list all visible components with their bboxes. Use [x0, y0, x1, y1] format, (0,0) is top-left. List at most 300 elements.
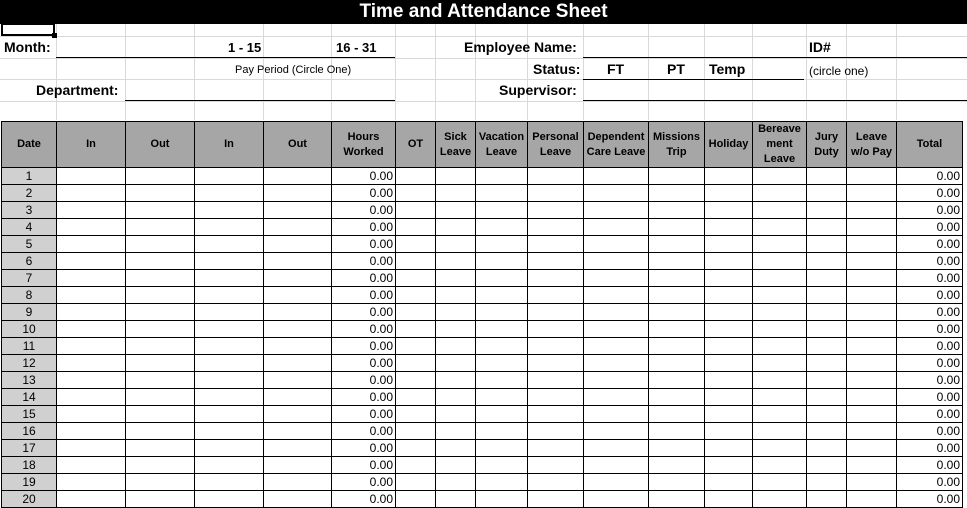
date-cell[interactable]: 1 — [2, 168, 57, 185]
entry-cell[interactable] — [436, 389, 476, 406]
entry-cell[interactable] — [753, 321, 807, 338]
entry-cell[interactable] — [847, 287, 897, 304]
entry-cell[interactable] — [476, 202, 528, 219]
entry-cell[interactable] — [528, 321, 584, 338]
entry-cell[interactable] — [584, 185, 649, 202]
entry-cell[interactable] — [436, 253, 476, 270]
entry-cell[interactable] — [584, 440, 649, 457]
entry-cell[interactable] — [584, 253, 649, 270]
entry-cell[interactable] — [57, 355, 126, 372]
entry-cell[interactable] — [847, 321, 897, 338]
entry-cell[interactable] — [705, 202, 753, 219]
entry-cell[interactable] — [528, 355, 584, 372]
entry-cell[interactable] — [847, 219, 897, 236]
entry-cell[interactable] — [396, 202, 436, 219]
entry-cell[interactable] — [436, 168, 476, 185]
entry-cell[interactable] — [649, 474, 705, 491]
hours-worked-cell[interactable]: 0.00 — [332, 372, 396, 389]
entry-cell[interactable] — [584, 406, 649, 423]
entry-cell[interactable] — [705, 338, 753, 355]
entry-cell[interactable] — [195, 270, 264, 287]
entry-cell[interactable] — [396, 491, 436, 508]
entry-cell[interactable] — [436, 338, 476, 355]
entry-cell[interactable] — [753, 219, 807, 236]
entry-cell[interactable] — [753, 474, 807, 491]
entry-cell[interactable] — [476, 457, 528, 474]
entry-cell[interactable] — [528, 372, 584, 389]
entry-cell[interactable] — [264, 457, 332, 474]
column-header[interactable]: Leave w/o Pay — [847, 122, 897, 168]
entry-cell[interactable] — [476, 236, 528, 253]
entry-cell[interactable] — [436, 270, 476, 287]
entry-cell[interactable] — [528, 440, 584, 457]
entry-cell[interactable] — [126, 406, 195, 423]
entry-cell[interactable] — [649, 219, 705, 236]
entry-cell[interactable] — [126, 355, 195, 372]
entry-cell[interactable] — [584, 287, 649, 304]
entry-cell[interactable] — [807, 236, 847, 253]
entry-cell[interactable] — [476, 304, 528, 321]
entry-cell[interactable] — [649, 491, 705, 508]
entry-cell[interactable] — [705, 423, 753, 440]
entry-cell[interactable] — [649, 457, 705, 474]
hours-worked-cell[interactable]: 0.00 — [332, 219, 396, 236]
entry-cell[interactable] — [57, 423, 126, 440]
entry-cell[interactable] — [847, 440, 897, 457]
total-cell[interactable]: 0.00 — [897, 304, 963, 321]
entry-cell[interactable] — [584, 338, 649, 355]
entry-cell[interactable] — [705, 389, 753, 406]
date-cell[interactable]: 15 — [2, 406, 57, 423]
entry-cell[interactable] — [476, 219, 528, 236]
entry-cell[interactable] — [436, 219, 476, 236]
entry-cell[interactable] — [57, 304, 126, 321]
entry-cell[interactable] — [126, 270, 195, 287]
hours-worked-cell[interactable]: 0.00 — [332, 287, 396, 304]
entry-cell[interactable] — [847, 202, 897, 219]
hours-worked-cell[interactable]: 0.00 — [332, 304, 396, 321]
entry-cell[interactable] — [57, 219, 126, 236]
entry-cell[interactable] — [57, 202, 126, 219]
entry-cell[interactable] — [528, 389, 584, 406]
entry-cell[interactable] — [705, 168, 753, 185]
entry-cell[interactable] — [436, 185, 476, 202]
entry-cell[interactable] — [753, 338, 807, 355]
hours-worked-cell[interactable]: 0.00 — [332, 457, 396, 474]
entry-cell[interactable] — [807, 185, 847, 202]
entry-cell[interactable] — [436, 304, 476, 321]
total-cell[interactable]: 0.00 — [897, 338, 963, 355]
entry-cell[interactable] — [264, 389, 332, 406]
entry-cell[interactable] — [807, 270, 847, 287]
hours-worked-cell[interactable]: 0.00 — [332, 355, 396, 372]
column-header[interactable]: In — [57, 122, 126, 168]
entry-cell[interactable] — [396, 338, 436, 355]
date-cell[interactable]: 8 — [2, 287, 57, 304]
column-header[interactable]: Missions Trip — [649, 122, 705, 168]
date-cell[interactable]: 9 — [2, 304, 57, 321]
entry-cell[interactable] — [705, 219, 753, 236]
entry-cell[interactable] — [753, 389, 807, 406]
entry-cell[interactable] — [753, 253, 807, 270]
date-cell[interactable]: 10 — [2, 321, 57, 338]
entry-cell[interactable] — [57, 185, 126, 202]
entry-cell[interactable] — [807, 253, 847, 270]
entry-cell[interactable] — [126, 236, 195, 253]
entry-cell[interactable] — [807, 304, 847, 321]
entry-cell[interactable] — [847, 372, 897, 389]
entry-cell[interactable] — [264, 491, 332, 508]
entry-cell[interactable] — [847, 355, 897, 372]
entry-cell[interactable] — [753, 457, 807, 474]
entry-cell[interactable] — [396, 304, 436, 321]
entry-cell[interactable] — [649, 440, 705, 457]
entry-cell[interactable] — [753, 202, 807, 219]
entry-cell[interactable] — [476, 372, 528, 389]
entry-cell[interactable] — [476, 338, 528, 355]
entry-cell[interactable] — [847, 406, 897, 423]
entry-cell[interactable] — [436, 457, 476, 474]
entry-cell[interactable] — [57, 491, 126, 508]
entry-cell[interactable] — [396, 219, 436, 236]
entry-cell[interactable] — [396, 440, 436, 457]
status-option-pt[interactable]: PT — [667, 61, 685, 77]
entry-cell[interactable] — [476, 355, 528, 372]
date-cell[interactable]: 12 — [2, 355, 57, 372]
entry-cell[interactable] — [476, 168, 528, 185]
entry-cell[interactable] — [584, 168, 649, 185]
column-header[interactable]: In — [195, 122, 264, 168]
entry-cell[interactable] — [649, 389, 705, 406]
entry-cell[interactable] — [195, 491, 264, 508]
entry-cell[interactable] — [195, 372, 264, 389]
entry-cell[interactable] — [807, 287, 847, 304]
entry-cell[interactable] — [476, 440, 528, 457]
entry-cell[interactable] — [649, 202, 705, 219]
entry-cell[interactable] — [264, 423, 332, 440]
status-field[interactable] — [583, 79, 804, 80]
entry-cell[interactable] — [264, 202, 332, 219]
entry-cell[interactable] — [57, 321, 126, 338]
entry-cell[interactable] — [584, 270, 649, 287]
entry-cell[interactable] — [528, 423, 584, 440]
entry-cell[interactable] — [264, 355, 332, 372]
entry-cell[interactable] — [753, 236, 807, 253]
entry-cell[interactable] — [126, 372, 195, 389]
entry-cell[interactable] — [476, 406, 528, 423]
hours-worked-cell[interactable]: 0.00 — [332, 423, 396, 440]
total-cell[interactable]: 0.00 — [897, 491, 963, 508]
date-cell[interactable]: 18 — [2, 457, 57, 474]
entry-cell[interactable] — [584, 423, 649, 440]
entry-cell[interactable] — [195, 457, 264, 474]
entry-cell[interactable] — [528, 270, 584, 287]
entry-cell[interactable] — [847, 338, 897, 355]
entry-cell[interactable] — [753, 270, 807, 287]
entry-cell[interactable] — [476, 253, 528, 270]
column-header[interactable]: Out — [126, 122, 195, 168]
entry-cell[interactable] — [649, 423, 705, 440]
entry-cell[interactable] — [807, 491, 847, 508]
entry-cell[interactable] — [753, 304, 807, 321]
entry-cell[interactable] — [847, 185, 897, 202]
hours-worked-cell[interactable]: 0.00 — [332, 253, 396, 270]
column-header[interactable]: Bereave ment Leave — [753, 122, 807, 168]
entry-cell[interactable] — [436, 491, 476, 508]
entry-cell[interactable] — [396, 355, 436, 372]
entry-cell[interactable] — [436, 202, 476, 219]
employee-name-field[interactable] — [583, 57, 967, 58]
hours-worked-cell[interactable]: 0.00 — [332, 202, 396, 219]
entry-cell[interactable] — [126, 202, 195, 219]
entry-cell[interactable] — [584, 219, 649, 236]
entry-cell[interactable] — [847, 168, 897, 185]
column-header[interactable]: Out — [264, 122, 332, 168]
total-cell[interactable]: 0.00 — [897, 389, 963, 406]
total-cell[interactable]: 0.00 — [897, 406, 963, 423]
entry-cell[interactable] — [476, 474, 528, 491]
entry-cell[interactable] — [436, 474, 476, 491]
entry-cell[interactable] — [847, 423, 897, 440]
entry-cell[interactable] — [649, 168, 705, 185]
status-option-ft[interactable]: FT — [607, 61, 625, 77]
entry-cell[interactable] — [396, 389, 436, 406]
entry-cell[interactable] — [476, 185, 528, 202]
entry-cell[interactable] — [705, 287, 753, 304]
total-cell[interactable]: 0.00 — [897, 287, 963, 304]
entry-cell[interactable] — [57, 270, 126, 287]
entry-cell[interactable] — [649, 304, 705, 321]
entry-cell[interactable] — [649, 372, 705, 389]
entry-cell[interactable] — [584, 389, 649, 406]
entry-cell[interactable] — [807, 355, 847, 372]
total-cell[interactable]: 0.00 — [897, 236, 963, 253]
hours-worked-cell[interactable]: 0.00 — [332, 236, 396, 253]
entry-cell[interactable] — [807, 321, 847, 338]
entry-cell[interactable] — [528, 304, 584, 321]
entry-cell[interactable] — [264, 219, 332, 236]
entry-cell[interactable] — [126, 457, 195, 474]
entry-cell[interactable] — [807, 372, 847, 389]
total-cell[interactable]: 0.00 — [897, 168, 963, 185]
entry-cell[interactable] — [705, 236, 753, 253]
entry-cell[interactable] — [126, 253, 195, 270]
hours-worked-cell[interactable]: 0.00 — [332, 440, 396, 457]
entry-cell[interactable] — [649, 236, 705, 253]
entry-cell[interactable] — [264, 406, 332, 423]
entry-cell[interactable] — [528, 219, 584, 236]
entry-cell[interactable] — [476, 389, 528, 406]
entry-cell[interactable] — [195, 321, 264, 338]
entry-cell[interactable] — [705, 185, 753, 202]
total-cell[interactable]: 0.00 — [897, 202, 963, 219]
entry-cell[interactable] — [264, 185, 332, 202]
entry-cell[interactable] — [584, 491, 649, 508]
column-header[interactable]: Dependent Care Leave — [584, 122, 649, 168]
entry-cell[interactable] — [126, 185, 195, 202]
hours-worked-cell[interactable]: 0.00 — [332, 168, 396, 185]
total-cell[interactable]: 0.00 — [897, 219, 963, 236]
entry-cell[interactable] — [807, 406, 847, 423]
entry-cell[interactable] — [195, 168, 264, 185]
entry-cell[interactable] — [705, 321, 753, 338]
entry-cell[interactable] — [396, 185, 436, 202]
entry-cell[interactable] — [847, 304, 897, 321]
entry-cell[interactable] — [528, 491, 584, 508]
entry-cell[interactable] — [649, 321, 705, 338]
entry-cell[interactable] — [528, 338, 584, 355]
entry-cell[interactable] — [753, 372, 807, 389]
entry-cell[interactable] — [528, 457, 584, 474]
hours-worked-cell[interactable]: 0.00 — [332, 338, 396, 355]
column-header[interactable]: Hours Worked — [332, 122, 396, 168]
entry-cell[interactable] — [195, 287, 264, 304]
entry-cell[interactable] — [807, 474, 847, 491]
entry-cell[interactable] — [57, 389, 126, 406]
entry-cell[interactable] — [807, 389, 847, 406]
entry-cell[interactable] — [436, 440, 476, 457]
hours-worked-cell[interactable]: 0.00 — [332, 406, 396, 423]
entry-cell[interactable] — [649, 185, 705, 202]
entry-cell[interactable] — [264, 270, 332, 287]
entry-cell[interactable] — [847, 253, 897, 270]
entry-cell[interactable] — [57, 338, 126, 355]
entry-cell[interactable] — [476, 270, 528, 287]
entry-cell[interactable] — [528, 474, 584, 491]
entry-cell[interactable] — [649, 338, 705, 355]
date-cell[interactable]: 13 — [2, 372, 57, 389]
entry-cell[interactable] — [264, 304, 332, 321]
entry-cell[interactable] — [126, 389, 195, 406]
entry-cell[interactable] — [584, 304, 649, 321]
entry-cell[interactable] — [528, 202, 584, 219]
entry-cell[interactable] — [57, 168, 126, 185]
entry-cell[interactable] — [649, 253, 705, 270]
entry-cell[interactable] — [264, 236, 332, 253]
total-cell[interactable]: 0.00 — [897, 321, 963, 338]
total-cell[interactable]: 0.00 — [897, 440, 963, 457]
entry-cell[interactable] — [705, 270, 753, 287]
hours-worked-cell[interactable]: 0.00 — [332, 185, 396, 202]
date-cell[interactable]: 11 — [2, 338, 57, 355]
entry-cell[interactable] — [436, 406, 476, 423]
entry-cell[interactable] — [396, 406, 436, 423]
entry-cell[interactable] — [705, 457, 753, 474]
entry-cell[interactable] — [476, 491, 528, 508]
entry-cell[interactable] — [396, 287, 436, 304]
entry-cell[interactable] — [195, 338, 264, 355]
total-cell[interactable]: 0.00 — [897, 457, 963, 474]
entry-cell[interactable] — [753, 440, 807, 457]
column-header[interactable]: OT — [396, 122, 436, 168]
entry-cell[interactable] — [705, 253, 753, 270]
entry-cell[interactable] — [126, 338, 195, 355]
entry-cell[interactable] — [705, 474, 753, 491]
entry-cell[interactable] — [436, 287, 476, 304]
entry-cell[interactable] — [126, 304, 195, 321]
month-field[interactable] — [56, 57, 395, 58]
entry-cell[interactable] — [705, 406, 753, 423]
entry-cell[interactable] — [396, 236, 436, 253]
entry-cell[interactable] — [807, 457, 847, 474]
column-header[interactable]: Date — [2, 122, 57, 168]
entry-cell[interactable] — [753, 355, 807, 372]
entry-cell[interactable] — [584, 321, 649, 338]
entry-cell[interactable] — [436, 372, 476, 389]
entry-cell[interactable] — [753, 168, 807, 185]
entry-cell[interactable] — [753, 287, 807, 304]
entry-cell[interactable] — [396, 423, 436, 440]
column-header[interactable]: Sick Leave — [436, 122, 476, 168]
entry-cell[interactable] — [847, 491, 897, 508]
date-cell[interactable]: 3 — [2, 202, 57, 219]
column-header[interactable]: Holiday — [705, 122, 753, 168]
entry-cell[interactable] — [649, 287, 705, 304]
entry-cell[interactable] — [126, 440, 195, 457]
entry-cell[interactable] — [396, 270, 436, 287]
date-cell[interactable]: 7 — [2, 270, 57, 287]
column-header[interactable]: Personal Leave — [528, 122, 584, 168]
entry-cell[interactable] — [807, 168, 847, 185]
entry-cell[interactable] — [528, 253, 584, 270]
entry-cell[interactable] — [126, 321, 195, 338]
entry-cell[interactable] — [584, 202, 649, 219]
entry-cell[interactable] — [57, 287, 126, 304]
entry-cell[interactable] — [57, 457, 126, 474]
entry-cell[interactable] — [195, 219, 264, 236]
total-cell[interactable]: 0.00 — [897, 185, 963, 202]
entry-cell[interactable] — [195, 236, 264, 253]
entry-cell[interactable] — [126, 491, 195, 508]
entry-cell[interactable] — [847, 457, 897, 474]
entry-cell[interactable] — [584, 474, 649, 491]
entry-cell[interactable] — [264, 321, 332, 338]
entry-cell[interactable] — [195, 474, 264, 491]
date-cell[interactable]: 5 — [2, 236, 57, 253]
entry-cell[interactable] — [436, 355, 476, 372]
entry-cell[interactable] — [807, 338, 847, 355]
date-cell[interactable]: 20 — [2, 491, 57, 508]
entry-cell[interactable] — [195, 440, 264, 457]
entry-cell[interactable] — [436, 236, 476, 253]
entry-cell[interactable] — [436, 423, 476, 440]
entry-cell[interactable] — [584, 457, 649, 474]
entry-cell[interactable] — [753, 423, 807, 440]
column-header[interactable]: Total — [897, 122, 963, 168]
entry-cell[interactable] — [476, 423, 528, 440]
entry-cell[interactable] — [264, 287, 332, 304]
entry-cell[interactable] — [195, 202, 264, 219]
entry-cell[interactable] — [195, 304, 264, 321]
entry-cell[interactable] — [528, 287, 584, 304]
entry-cell[interactable] — [195, 185, 264, 202]
date-cell[interactable]: 17 — [2, 440, 57, 457]
entry-cell[interactable] — [57, 474, 126, 491]
hours-worked-cell[interactable]: 0.00 — [332, 321, 396, 338]
column-header[interactable]: Jury Duty — [807, 122, 847, 168]
entry-cell[interactable] — [57, 236, 126, 253]
entry-cell[interactable] — [807, 440, 847, 457]
supervisor-field[interactable] — [583, 100, 967, 101]
entry-cell[interactable] — [126, 423, 195, 440]
hours-worked-cell[interactable]: 0.00 — [332, 389, 396, 406]
entry-cell[interactable] — [528, 185, 584, 202]
entry-cell[interactable] — [807, 202, 847, 219]
total-cell[interactable]: 0.00 — [897, 423, 963, 440]
entry-cell[interactable] — [264, 253, 332, 270]
entry-cell[interactable] — [528, 168, 584, 185]
date-cell[interactable]: 14 — [2, 389, 57, 406]
